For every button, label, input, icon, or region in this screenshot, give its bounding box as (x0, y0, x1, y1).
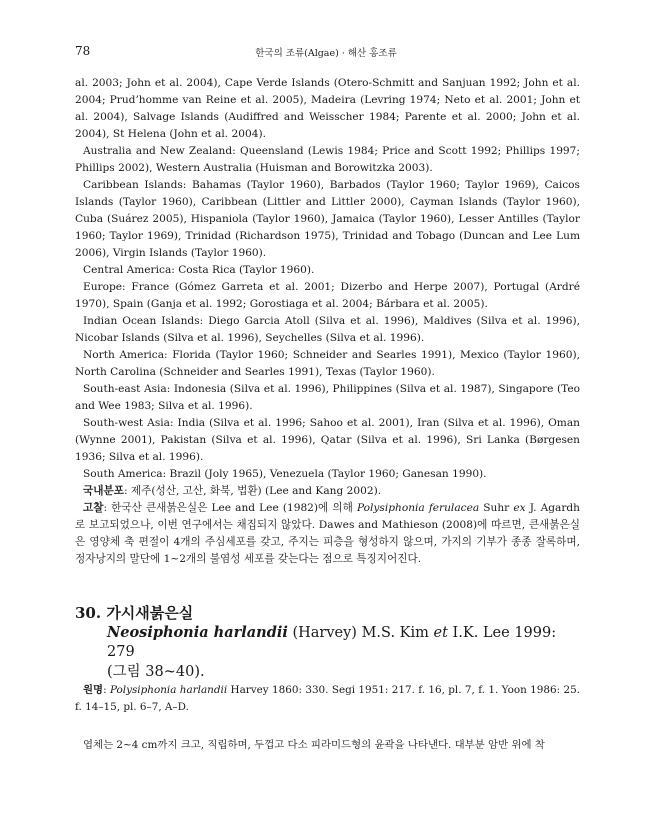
basionym-paragraph (75, 682, 580, 716)
basionym-label: 원명 (83, 684, 104, 696)
distribution-caribbean: Caribbean Islands: Bahamas (Taylor 1960), Barbados (Taylor 1960; Taylor 1969), Caicos Islands (Taylor 1960), Caribbean (Littler and Littler 2000), Cayman Islands (Taylor 1960), Cuba (Suárez 2005), Hispaniola (Taylor 1960), Jamaica (Taylor 1960), Lesser Antilles (Taylor 1960; Taylor 1969), Trinidad (Richardson 1975), Trinidad and Tobago (Duncan and Lee Lum 2006), Virgin Islands (Taylor 1960). (75, 179, 580, 259)
species-authority-et: et (433, 625, 448, 641)
distribution-south-east-asia: South-east Asia: Indonesia (Silva et al. 1996), Philippines (Silva et al. 1987), Singapore (Teo and Wee 1983; Silva et al. 1996). (75, 383, 580, 412)
distribution-south-america: South America: Brazil (Joly 1965), Venezuela (Taylor 1960; Ganesan 1990). (83, 468, 487, 480)
distribution-central-america: Central America: Costa Rica (Taylor 1960). (83, 264, 315, 276)
remarks-text-before: : 한국산 큰새붉은실은 Lee and Lee (1982)에 의해 (103, 502, 357, 514)
description-paragraph: 엽체는 2~4 cm까지 크고, 직립하며, 두껍고 다소 피라미드형의 윤곽을 나타낸다. 대부분 암반 위에 착 (83, 739, 545, 751)
distribution-indian-ocean: Indian Ocean Islands: Diego Garcia Atoll (Silva et al. 1996), Maldives (Silva et al. 1996), Nicobar Islands (Silva et al. 1996), Seychelles (Silva et al. 1996). (75, 315, 580, 344)
species-heading (75, 604, 580, 682)
remarks-text-after: J. Agardh로 보고되었으나, 이번 연구에서는 채집되지 않았다. Dawes and Mathieson (2008)에 따르면, 큰새붉은실은 영양체 축 편절이 4개의 주심세포를 갖고, 주지는 피층을 형성하지 않으며, 가지의 기부가 종종 잘록하며, 정자낭지의 말단에 1~2개의 불염성 세포를 갖는다는 점으로 특징지어진다. (75, 502, 581, 565)
remarks-ex: ex (513, 502, 526, 514)
korea-distribution-label: 국내분포 (83, 485, 124, 497)
page-number: 78 (75, 44, 91, 58)
korea-distribution-text: : 제주(성산, 고산, 화북, 법환) (Lee and Kang 2002). (123, 485, 382, 497)
figure-reference: (그림 38~40). (107, 664, 205, 680)
section-title: 30. 가시새붉은실 (75, 604, 194, 622)
distribution-europe: Europe: France (Gómez Garreta et al. 2001; Dizerbo and Herpe 2007), Portugal (Ardré 1970), Spain (Ganja et al. 1992; Gorostiaga et al. 2004; Bárbara et al. 2005). (75, 281, 580, 310)
running-title: 한국의 조류(Algae) · 해산 홍조류 (255, 48, 397, 59)
distribution-continued: al. 2003; John et al. 2004), Cape Verde Islands (Otero-Schmitt and Sanjuan 1992; John et al. 2004; Prud’homme van Reine et al. 2005), Madeira (Levring 1974; Neto et al. 2001; John et al. 2004), Salvage Islands (Audiffred and Weisscher 1984; Parente et al. 2000; John et al. 2004), St Helena (John et al. 2004). (75, 77, 580, 140)
distribution-australia: Australia and New Zealand: Queensland (Lewis 1984; Price and Scott 1992; Phillips 1997; Phillips 2002), Western Australia (Huisman and Borowitzka 2003). (75, 145, 580, 174)
distribution-south-west-asia: South-west Asia: India (Silva et al. 1996; Sahoo et al. 2001), Iran (Silva et al. 1996), Oman (Wynne 2001), Pakistan (Silva et al. 1996), Qatar (Silva et al. 1996), Sri Lanka (Børgesen 1936; Silva et al. 1996). (75, 417, 580, 463)
distribution-section (75, 75, 580, 568)
species-name-line (75, 623, 580, 662)
basionym-text: Harvey 1860: 330. Segi 1951: 217. f. 16, pl. 7, f. 1. Yoon 1986: 25. f. 14–15, pl. 6–7, A–D. (75, 684, 580, 713)
species-authority-2: I.K. Lee 1999: 279 (107, 625, 557, 660)
basionym-colon: : (103, 684, 110, 696)
remarks-species: Polysiphonia ferulacea (356, 502, 480, 514)
species-authority-1: (Harvey) M.S. Kim (287, 625, 434, 641)
species-name: Neosiphonia harlandii (107, 624, 288, 641)
remarks-label: 고찰 (83, 502, 104, 514)
korea-distribution (75, 483, 580, 500)
basionym-species: Polysiphonia harlandii (109, 684, 228, 696)
remarks-text-middle: Suhr (479, 502, 514, 514)
page-header (75, 44, 577, 60)
remarks-paragraph (75, 500, 580, 568)
distribution-north-america: North America: Florida (Taylor 1960; Schneider and Searles 1991), Mexico (Taylor 1960), North Carolina (Schneider and Searles 1991), Texas (Taylor 1960). (75, 349, 580, 378)
